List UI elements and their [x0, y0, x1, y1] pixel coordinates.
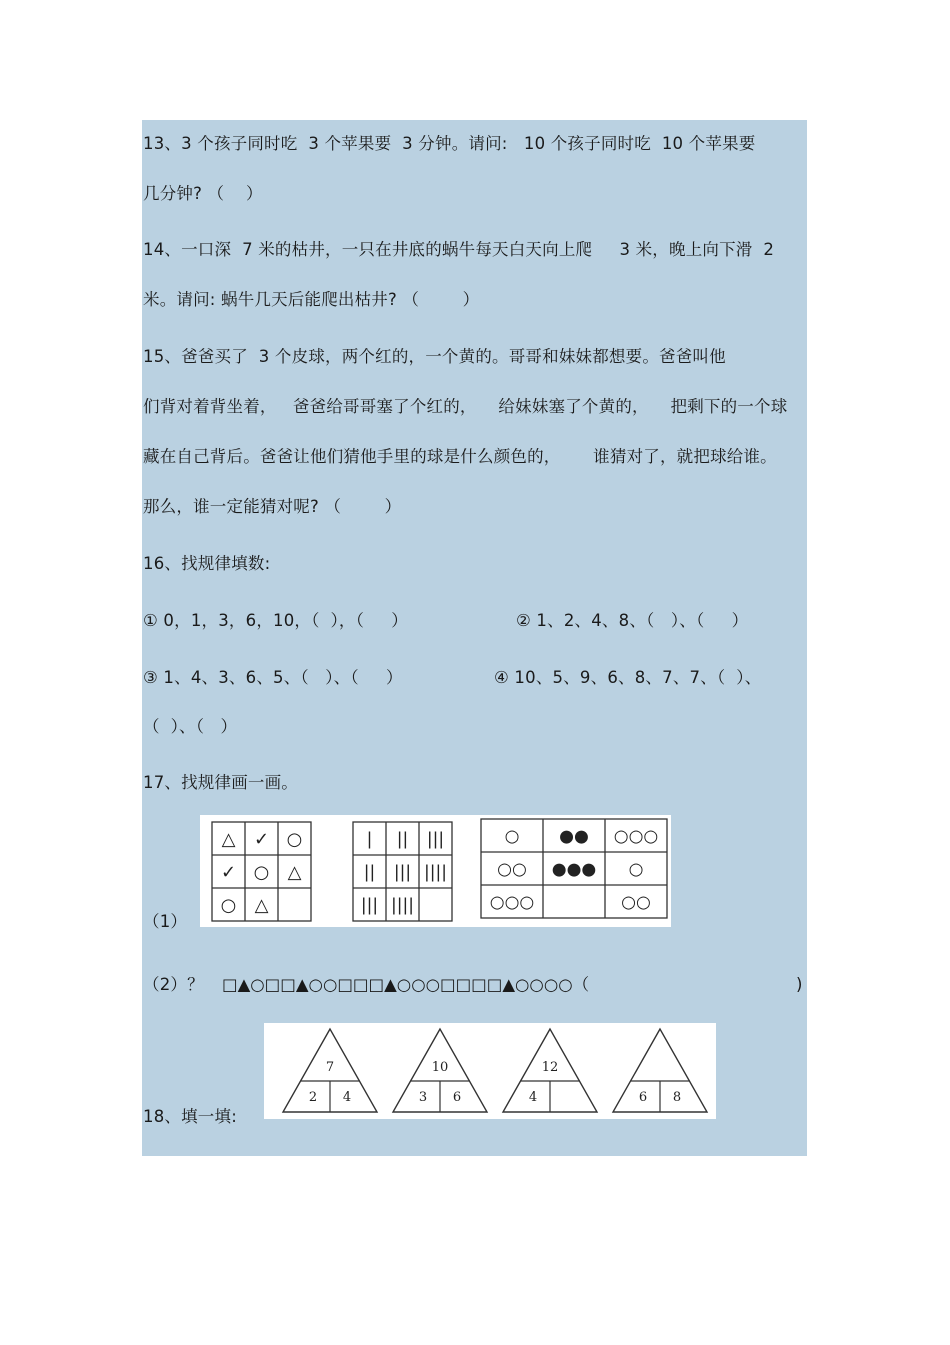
grid3-cell-r2c0: ○○○	[489, 892, 535, 913]
q16-item4: ④ 10、5、9、6、8、7、7、（ ）、	[494, 668, 762, 687]
q15-line2: 们背对着背坐着， 爸爸给哥哥塞了个红的， 给妹妹塞了个黄的， 把剩下的一个球	[143, 397, 788, 416]
q13-line1: 13、3 个孩子同时吃 3 个苹果要 3 分钟。请问: 10 个孩子同时吃 10 个苹果要	[143, 134, 756, 153]
q18-triangles-svg	[264, 1023, 716, 1119]
number-triangle-4	[613, 1029, 707, 1112]
triangle-right-number: 6	[452, 1090, 462, 1105]
grid1-cell-r0c2: ○	[286, 828, 303, 850]
q17-part2-sequence: □▲○□□▲○○□□□▲○○○□□□□▲○○○○（	[222, 975, 590, 994]
q17-grids-svg	[200, 815, 671, 927]
triangle-left-number: 4	[528, 1090, 538, 1105]
grid2-cell-r1c0: ||	[363, 862, 376, 883]
grid1-cell-r2c0: ○	[220, 894, 237, 916]
q15-line3: 藏在自己背后。爸爸让他们猜他手里的球是什么颜色的， 谁猜对了，就把球给谁。	[143, 447, 777, 466]
grid3-cell-r0c2: ○○○	[613, 826, 659, 847]
number-triangle-3	[503, 1029, 597, 1112]
triangle-left-number: 6	[638, 1090, 648, 1105]
triangle-top-number: 10	[431, 1060, 449, 1075]
triangle-right-number: 8	[672, 1090, 682, 1105]
q18-title: 18、填一填:	[143, 1107, 237, 1126]
q16-item1: ① 0，1，3，6，10，（ ），（ ）	[143, 611, 408, 630]
q17-pattern-grids	[200, 815, 671, 927]
q15-line1: 15、爸爸买了 3 个皮球，两个红的，一个黄的。哥哥和妹妹都想要。爸爸叫他	[143, 347, 726, 366]
number-triangle-1	[283, 1029, 377, 1112]
triangle-right-number: 4	[342, 1090, 352, 1105]
q14-line1: 14、一口深 7 米的枯井，一只在井底的蜗牛每天白天向上爬 3 米，晚上向下滑 2	[143, 240, 775, 259]
triangle-left-number: 3	[418, 1090, 428, 1105]
q17-part1-label: （1）	[143, 912, 188, 931]
grid2-cell-r1c1: |||	[393, 862, 412, 883]
q17-title: 17、找规律画一画。	[143, 773, 298, 792]
q13-line2: 几分钟? （ ）	[143, 184, 263, 203]
grid3-cell-r1c0: ○○	[497, 859, 527, 880]
grid1-cell-r1c2: △	[287, 861, 302, 883]
grid1-cell-r0c0: △	[221, 828, 236, 850]
q17-part2-label: （2）？	[143, 975, 204, 994]
grid3-cell-r0c0: ○	[504, 826, 520, 847]
grid2-cells	[361, 830, 447, 916]
number-triangle-2	[393, 1029, 487, 1112]
grid3-cell-r1c1: ●●●	[551, 859, 597, 880]
q18-number-triangles	[264, 1023, 716, 1119]
grid2-cell-r1c2: ||||	[424, 862, 447, 883]
triangle-top-number: 12	[541, 1060, 559, 1075]
grid1-cell-r1c1: ○	[253, 861, 270, 883]
grid1-cell-r2c1: △	[254, 894, 269, 916]
grid1-cell-r1c0: ✓	[220, 861, 237, 883]
grid2-cell-r2c0: |||	[360, 895, 379, 916]
triangle-top-number: 7	[325, 1060, 335, 1075]
q17-part2-close: )	[796, 975, 803, 994]
grid3-cell-r1c2: ○	[628, 859, 644, 880]
grid1-cells	[221, 829, 303, 916]
grid3-cell-r0c1: ●●	[559, 826, 589, 847]
grid3-cell-r2c2: ○○	[621, 892, 651, 913]
worksheet-background	[142, 120, 807, 1156]
q16-item3: ③ 1、4、3、6、5、（ ）、（ ）	[143, 668, 403, 687]
q14-line2: 米。请问: 蜗牛几天后能爬出枯井? （ ）	[143, 290, 480, 309]
grid3-cells	[490, 827, 659, 913]
q16-item2: ② 1、2、4、8、（ ）、（ ）	[516, 611, 749, 630]
grid2-cell-r0c1: ||	[396, 829, 409, 850]
grid1-cell-r0c1: ✓	[253, 828, 270, 850]
grid2-cell-r0c0: |	[366, 829, 373, 850]
grid2-cell-r2c1: ||||	[391, 895, 414, 916]
grid2-cell-r0c2: |||	[426, 829, 445, 850]
q16-item4-continued: （ ）、（ ）	[143, 717, 238, 736]
q16-title: 16、找规律填数:	[143, 554, 271, 573]
q15-line4: 那么，谁一定能猜对呢? （ ）	[143, 497, 402, 516]
triangle-left-number: 2	[308, 1090, 318, 1105]
